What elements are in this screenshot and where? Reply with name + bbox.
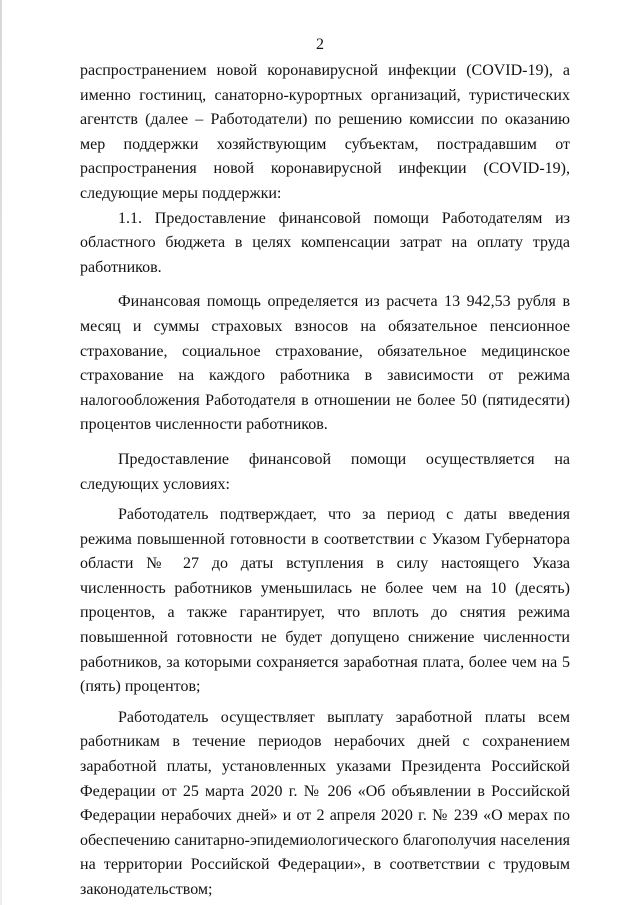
document-body (80, 59, 570, 903)
paragraph-clause-1-1: 1.1. Предоставление финансовой помощи Работодателям из областного бюджета в целях компенсации затрат на оплату труда работников. (80, 209, 570, 276)
scan-edge (0, 0, 2, 905)
paragraph-financial-aid: Финансовая помощь определяется из расчета 13 942,53 рубля в месяц и суммы страховых взносов на обязательное пенсионное страхование, социальное страхование, обязательное медицинское страхование на каждого работника в зависимости от режима налогообложения Работодателя в отношении не более 50 (пятидесяти) процентов численности работников. (80, 293, 570, 434)
paragraph-conditions-intro: Предоставление финансовой помощи осуществляется на следующих условиях: (80, 450, 570, 493)
paragraph-continuation: распространением новой коронавирусной инфекции (COVID-19), а именно гостиниц, санаторно-курортных организаций, туристических агентств (далее – Работодатели) по решению комиссии по оказанию мер поддержки хозяйствующим субъектам, пострадавшим от распространения новой коронавирусной инфекции (COVID-19), следующие меры поддержки: (80, 62, 570, 202)
paragraph-condition-salary: Работодатель осуществляет выплату заработной платы всем работникам в течение периодов нерабочих дней с сохранением заработной платы, установленных указами Президента Российской Федерации от 25 марта 2020 г. № 206 «Об объявлении в Российской Федерации нерабочих дней» и от 2 апреля 2020 г. № 239 «О мерах по обеспечению санитарно-эпидемиологического благополучия населения на территории Российской Федерации», в соответствии с трудовым законодательством; (80, 708, 570, 898)
page-number: 2 (316, 36, 324, 53)
paragraph-condition-headcount: Работодатель подтверждает, что за период с даты введения режима повышенной готовности в соответствии с Указом Губернатора области № 27 до даты вступления в силу настоящего Указа численность работников уменьшилась не более чем на 10 (десять) процентов, а также гарантирует, что вплоть до снятия режима повышенной готовности не будет допущено снижение численности работников, за которыми сохраняется заработная плата, более чем на 5 (пять) процентов; (80, 506, 570, 696)
